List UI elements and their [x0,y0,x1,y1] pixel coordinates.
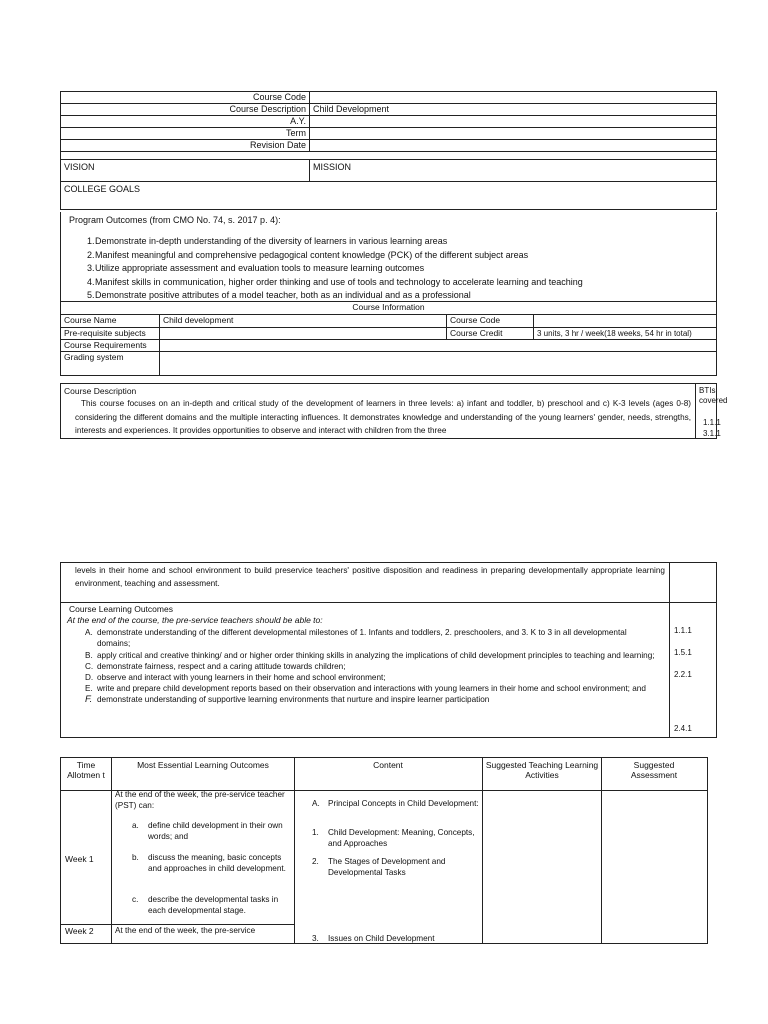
course-name-label: Course Name [61,315,160,328]
value-term [310,128,717,140]
course-description-title: Course Description [64,386,137,396]
course-description-box [60,383,728,439]
prereq-value [160,328,447,340]
label-revision-date: Revision Date [61,140,310,152]
requirements-label: Course Requirements [61,340,160,352]
header-time: Time Allotmen t [67,760,105,780]
label-ay: A.Y. [61,116,310,128]
program-outcomes-list [65,235,705,303]
list-item: F. demonstrate understanding of supportive learning environments that nurture and inspire learner participation [85,694,490,705]
clo-title: Course Learning Outcomes [69,604,173,614]
divider [695,384,696,438]
schedule-table [60,757,708,944]
divider [61,924,294,925]
divider [111,758,112,943]
list-item: 4. Manifest skills in communication, higher order thinking and use of tools and technology to accelerate learning and teaching [87,276,583,287]
header-melc: Most Essential Learning Outcomes [137,760,269,770]
list-item: A. demonstrate understanding of the different developmental milestones of 1. Infants and toddlers, 2. preschoolers, and 3. K to 3 in all developmental domains; [85,628,627,648]
value-course-description: Child Development [310,104,717,116]
value-course-code [310,92,717,104]
value-revision-date [310,140,717,152]
course-code-label: Course Code [447,315,534,328]
week1-content-item: 2. The Stages of Development and Developmental Tasks [312,857,446,877]
course-info-title: Course Information [61,302,717,315]
week1-item: b. discuss the meaning, basic concepts and approaches in child development. [132,853,286,873]
header-assessment: Suggested Assessment [630,760,678,780]
week2-intro: At the end of the week, the pre-service [115,926,256,935]
course-description-text-cont: levels in their home and school environment to build preservice teachers' positive disposition and readiness in preparing developmentally appropriate learning environment, teaching and assessment. [75,566,665,588]
course-name-value: Child development [160,315,447,328]
vision-cell: VISION [61,160,310,182]
divider [482,758,483,943]
list-item: 2. Manifest meaningful and comprehensive pedagogical content knowledge (PCK) of the different subject areas [87,249,529,260]
course-code-value [534,315,717,328]
divider [669,603,670,737]
course-credit-label: Course Credit [447,328,534,340]
course-description-cont [60,562,717,603]
list-item: 1. Demonstrate in-depth understanding of the diversity of learners in various learning areas [87,236,448,246]
spacer-row [61,152,717,160]
header-activities: Suggested Teaching Learning Activities [485,760,599,780]
clo-intro: At the end of the course, the pre-service teachers should be able to: [67,615,323,625]
list-item: D. observe and interact with young learners in their home and school environment; [85,673,386,682]
clo-list [67,627,659,705]
divider [601,758,602,943]
list-item: B. apply critical and creative thinking/ and or higher order thinking skills in analyzing the implications of child development principles to teaching and learning; [85,651,655,660]
value-ay [310,116,717,128]
course-credit-value: 3 units, 3 hr / week(18 weeks, 54 hr in total) [534,328,717,340]
header-table [60,91,717,210]
prereq-label: Pre-requisite subjects [61,328,160,340]
list-item: 5. Demonstrate positive attributes of a model teacher, both as an individual and as a professional [87,290,471,301]
list-item: C. demonstrate fairness, respect and a caring attitude towards children; [85,662,346,671]
week1-label: Week 1 [65,854,94,864]
week2-content-item: 3. Issues on Child Development [312,934,435,943]
week1-item: c. describe the developmental tasks in each developmental stage. [132,895,279,915]
list-item: 3. Utilize appropriate assessment and evaluation tools to measure learning outcomes [87,263,425,274]
course-info-table [60,301,717,376]
btis-value: 1.1.1 [703,418,721,427]
clo-bti: 2.2.1 [674,670,692,679]
label-course-code: Course Code [61,92,310,104]
week1-intro: At the end of the week, the pre-service teacher (PST) can: [115,790,285,810]
clo-bti: 1.5.1 [674,648,692,657]
clo-bti: 1.1.1 [674,626,692,635]
header-content: Content [373,760,403,770]
label-term: Term [61,128,310,140]
divider [294,758,295,943]
week1-content-item: 1. Child Development: Meaning, Concepts, and Approaches [312,828,475,848]
week1-content-item: A. Principal Concepts in Child Development: [312,799,479,808]
clo-bti: 2.4.1 [674,724,692,733]
week1-item: a. define child development in their own words; and [132,821,283,841]
requirements-value [160,340,717,352]
grading-label: Grading system [61,352,160,376]
program-outcomes-title: Program Outcomes (from CMO No. 74, s. 2017 p. 4): [69,215,281,225]
divider [669,563,670,602]
program-outcomes [60,212,717,301]
course-description-text: This course focuses on an in-depth and critical study of the development of learners in three levels: a) infant and toddler, b) preschool and c) K-3 levels (ages 0-8) considering the different domains and the multiple interacting influences. It demonstrates knowledge and understanding of the young learners' gender, needs, strengths, interests and experiences. It provides opportunities to observe and interact with children from the three [75,399,691,435]
grading-value [160,352,717,376]
list-item: E. write and prepare child development reports based on their observation and interactions with young learners in their home and school environment; and [85,684,646,693]
week2-label: Week 2 [65,926,94,936]
college-goals-cell: COLLEGE GOALS [61,182,717,210]
mission-cell: MISSION [310,160,717,182]
clo-box [60,602,717,738]
btis-label: BTIs covered [699,386,728,405]
label-course-description: Course Description [61,104,310,116]
btis-value: 3.1.1 [703,429,721,438]
